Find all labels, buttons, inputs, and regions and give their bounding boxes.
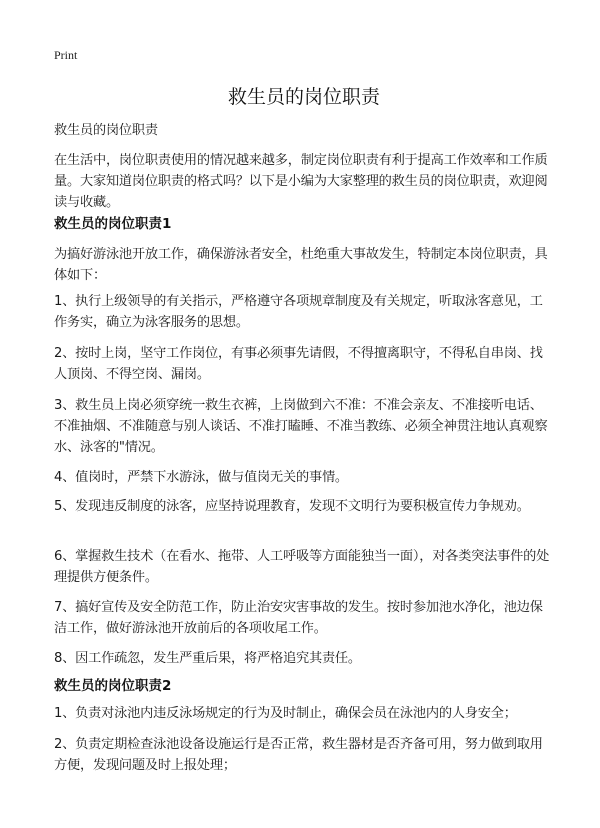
list-item: 1、执行上级领导的有关指示，严格遵守各项规章制度及有关规定，听取泳客意见，工作务实，确立为泳客服务的思想。 xyxy=(54,294,543,330)
list-item: 1、负责对泳池内违反泳场规定的行为及时制止，确保会员在泳池内的人身安全； xyxy=(54,706,517,721)
list-item: 6、掌握救生技术（在看水、拖带、人工呼吸等方面能独当一面），对各类突法事件的处理提供方便条件。 xyxy=(54,549,550,585)
intro-paragraph: 在生活中，岗位职责使用的情况越来越多，制定岗位职责有利于提高工作效率和工作质量。大家知道岗位职责的格式吗？以下是小编为大家整理的救生员的岗位职责，欢迎阅读与收藏。 xyxy=(54,153,548,210)
page-title: 救生员的岗位职责 xyxy=(227,86,380,108)
list-item: 4、值岗时，严禁下水游泳，做与值岗无关的事情。 xyxy=(54,470,348,485)
list-item: 3、救生员上岗必须穿统一救生衣裤，上岗做到六不准：不准会亲友、不准接听电话、不准抽烟、不准随意与别人谈话、不准打瞌睡、不准当教练、必须全神贯注地认真观察水、泳客的"情况。 xyxy=(54,398,548,455)
list-item: 8、因工作疏忽，发生严重后果，将严格追究其责任。 xyxy=(54,651,361,666)
list-item: 2、负责定期检查泳池设备设施运行是否正常，救生器材是否齐备可用，努力做到取用方便，发现问题及时上报处理； xyxy=(54,737,543,773)
print-link[interactable]: Print xyxy=(54,48,78,62)
section-heading-2: 救生员的岗位职责2 xyxy=(54,678,172,694)
list-item: 5、发现违反制度的泳客，应坚持说理教育，发现不文明行为要积极宣传力争规劝。 xyxy=(54,499,530,514)
section-heading-1: 救生员的岗位职责1 xyxy=(54,216,172,232)
document-subtitle: 救生员的岗位职责 xyxy=(54,123,158,138)
list-item: 7、搞好宣传及安全防范工作，防止治安灾害事故的发生。按时参加池水净化，池边保洁工作，做好游泳池开放前后的各项收尾工作。 xyxy=(54,600,543,636)
list-item: 2、按时上岗，坚守工作岗位，有事必须事先请假，不得擅离职守，不得私自串岗、找人顶岗、不得空岗、漏岗。 xyxy=(54,346,543,382)
section-1-lead: 为搞好游泳池开放工作，确保游泳者安全，杜绝重大事故发生，特制定本岗位职责，具体如下： xyxy=(54,247,548,283)
